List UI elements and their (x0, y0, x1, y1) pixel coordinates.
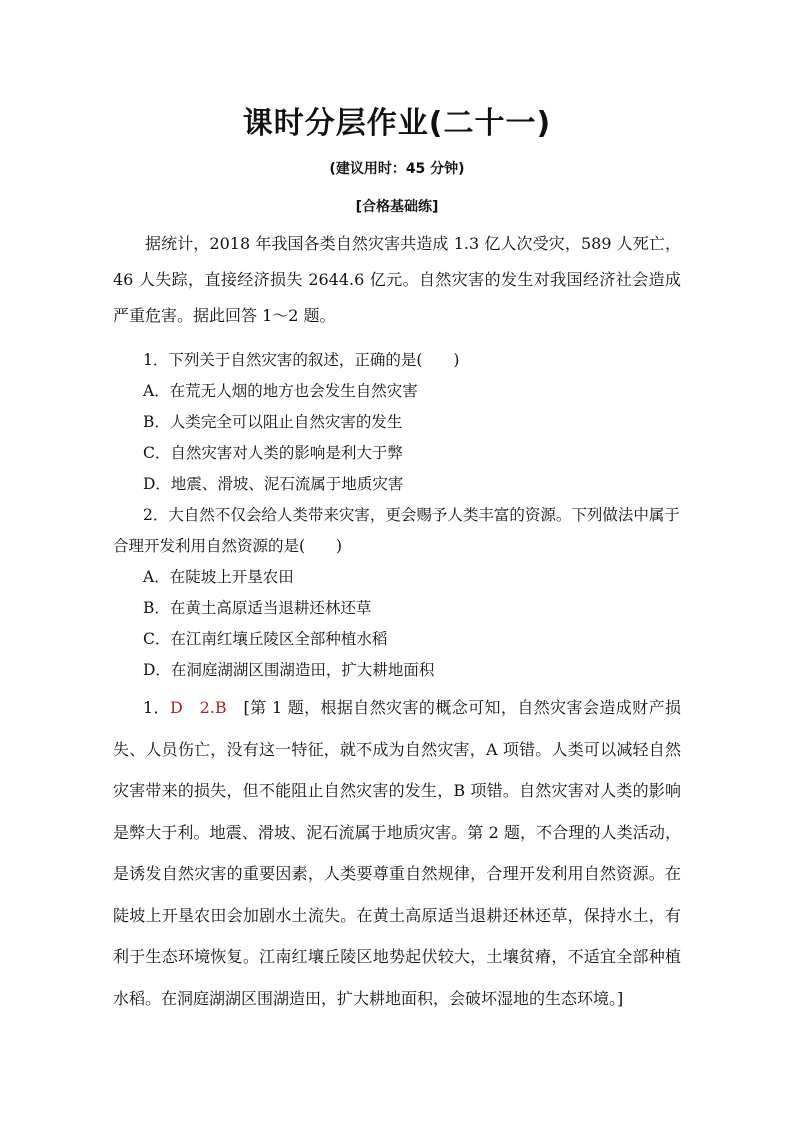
answer-key-2: 2.B (199, 698, 227, 717)
answer-key-1: D (170, 698, 183, 717)
option-d: D．在洞庭湖湖区围湖造田，扩大耕地面积 (143, 661, 435, 679)
option-c: C．自然灾害对人类的影响是利大于弊 (143, 444, 403, 462)
explanation-text: [第 1 题，根据自然灾害的概念可知，自然灾害会造成财产损失、人员伤亡，没有这一特征，就不成为自然灾害，A 项错。人类可以减轻自然灾害带来的损失，但不能阻止自然灾害的发生，B 项错。自然灾害对人类的影响是弊大于利。地震、滑坡、泥石流属于地质灾害。第 2 题，不合理的人类活动，是诱发自然灾害的重要因素，人类要尊重自然规律，合理开发利用自然资源。在陡坡上开垦农田会加剧水土流失。在黄土高原适当退耕还林还草，保持水土，有利于生态环境恢复。江南红壤丘陵区地势起伏较大，土壤贫瘠，不适宜全部种植水稻。在洞庭湖湖区围湖造田，扩大耕地面积，会破坏湿地的生态环境。] (113, 698, 681, 1008)
answer-prefix: 1． (143, 698, 170, 717)
option-a: A．在陡坡上开垦农田 (143, 568, 294, 586)
page-title: 课时分层作业(二十一) (242, 106, 552, 141)
option-a: A．在荒无人烟的地方也会发生自然灾害 (143, 382, 418, 400)
option-c: C．在江南红壤丘陵区全部种植水稻 (143, 630, 388, 648)
option-b: B．人类完全可以阻止自然灾害的发生 (143, 413, 403, 431)
question-2 (113, 500, 681, 686)
time-note: (建议用时：45 分钟) (329, 161, 465, 177)
option-b: B．在黄土高原适当退耕还林还草 (143, 599, 372, 617)
answer-explanation (113, 687, 681, 1019)
section-heading: [合格基础练] (355, 199, 439, 215)
question-1 (113, 345, 681, 500)
intro-paragraph: 据统计，2018 年我国各类自然灾害共造成 1.3 亿人次受灾，589 人死亡，46 人失踪，直接经济损失 2644.6 亿元。自然灾害的发生对我国经济社会造成严重危害。据此回答 1～2 题。 (113, 234, 681, 325)
question-stem: 2．大自然不仅会给人类带来灾害，更会赐予人类丰富的资源。下列做法中属于合理开发利用自然资源的是( ) (113, 506, 680, 555)
option-d: D．地震、滑坡、泥石流属于地质灾害 (143, 475, 404, 493)
question-stem: 1．下列关于自然灾害的叙述，正确的是( ) (143, 351, 460, 369)
